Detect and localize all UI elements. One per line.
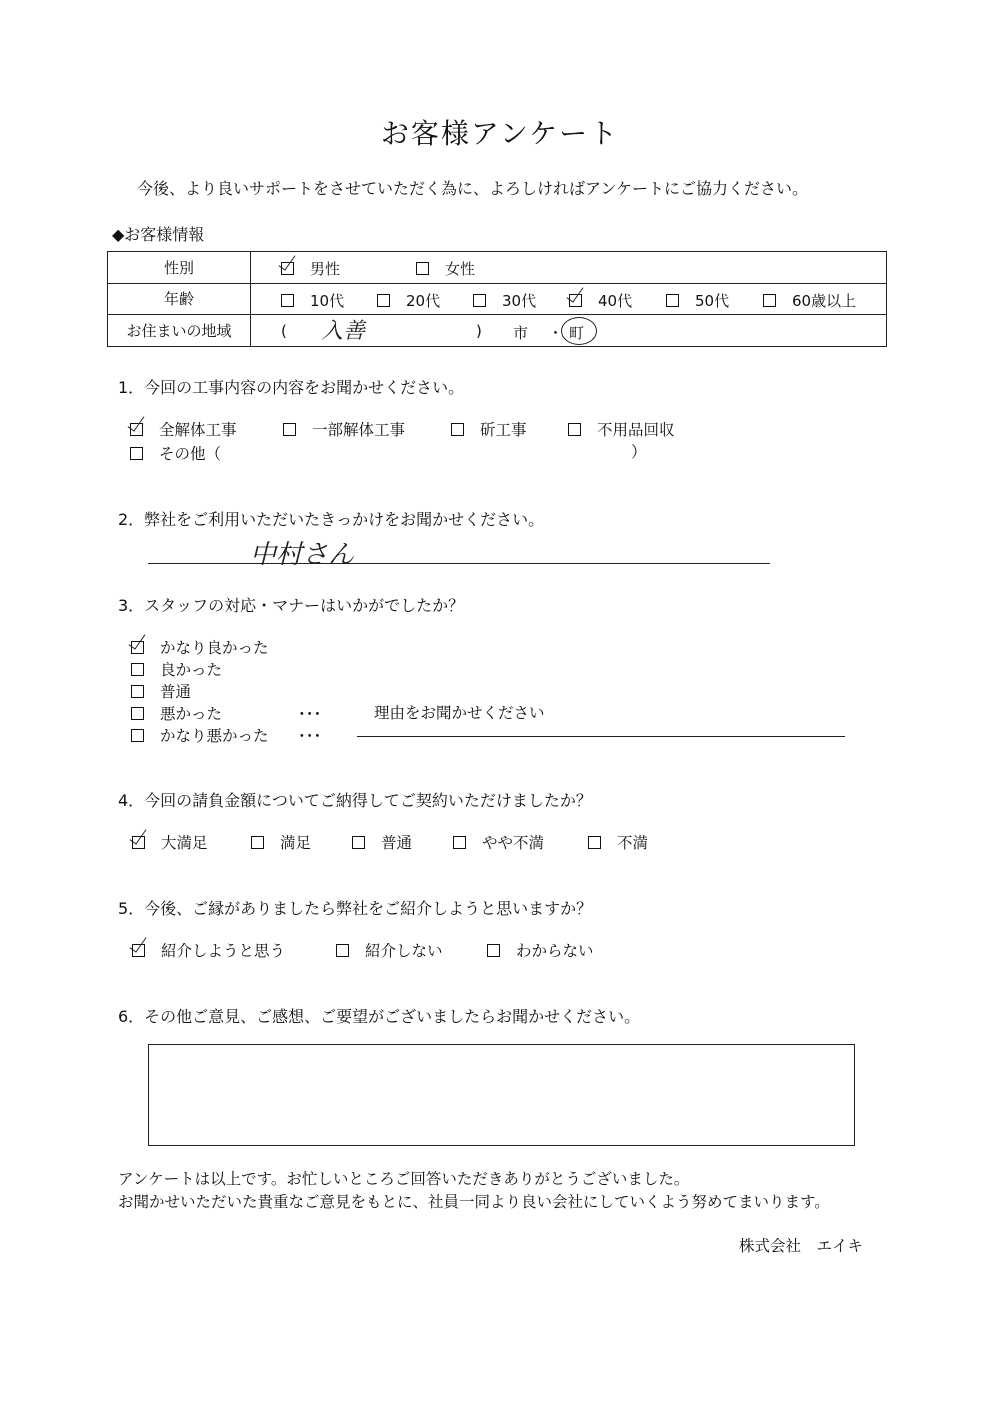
q1-option-partial-demolition[interactable]: 一部解体工事 (283, 418, 405, 440)
q3-dots-bad: ･･･ (298, 705, 322, 723)
age-option-60plus[interactable]: 60歳以上 (763, 290, 856, 311)
q4-question: 4．今回の請負金額についてご納得してご契約いただけましたか？ (118, 791, 592, 810)
q1-option-junk-removal[interactable]: 不用品回収 (568, 418, 675, 440)
region-close-paren: ) (476, 321, 482, 340)
q3-reason-line[interactable] (357, 736, 845, 737)
checkbox-icon[interactable] (251, 836, 264, 849)
q2-answer-line (148, 563, 770, 564)
q5-question: 5．今後、ご縁がありましたら弊社をご紹介しようと思いますか？ (118, 899, 593, 918)
q4-option-very-satisfied[interactable]: 大満足 (132, 831, 208, 853)
checkbox-icon[interactable] (377, 294, 390, 307)
checkbox-checked-icon[interactable] (281, 262, 294, 275)
region-handwritten-value[interactable]: 入善 (321, 318, 366, 344)
age-option-20s[interactable]: 20代 (377, 290, 440, 311)
region-town-option[interactable]: 町 (569, 323, 585, 342)
q2-question: 2．弊社をご利用いただいたきっかけをお聞かせください。 (118, 510, 545, 529)
q1-question: 1．今回の工事内容の内容をお聞かせください。 (118, 378, 465, 397)
checkbox-icon[interactable] (487, 944, 500, 957)
checkbox-icon[interactable] (131, 729, 144, 742)
checkbox-icon[interactable] (131, 663, 144, 676)
checkbox-icon[interactable] (283, 423, 296, 436)
q3-option-bad[interactable]: 悪かった (131, 702, 222, 724)
checkbox-icon[interactable] (416, 262, 429, 275)
q3-option-normal[interactable]: 普通 (131, 680, 191, 702)
checkbox-checked-icon[interactable] (132, 944, 145, 957)
checkbox-icon[interactable] (336, 944, 349, 957)
q3-reason-label: 理由をお聞かせください (374, 704, 545, 722)
checkbox-icon[interactable] (131, 707, 144, 720)
checkbox-icon[interactable] (473, 294, 486, 307)
checkbox-icon[interactable] (763, 294, 776, 307)
q3-option-very-good[interactable]: かなり良かった (131, 636, 269, 658)
q3-option-good[interactable]: 良かった (131, 658, 222, 680)
footer-thanks: アンケートは以上です。お忙しいところご回答いただきありがとうございました。 (118, 1170, 690, 1188)
q5-option-will-not-recommend[interactable]: 紹介しない (336, 939, 443, 961)
checkbox-checked-icon[interactable] (569, 294, 582, 307)
q3-question: 3．スタッフの対応・マナーはいかがでしたか？ (118, 596, 465, 615)
customer-info-heading: ◆お客様情報 (112, 225, 205, 244)
q6-question: 6．その他ご意見、ご感想、ご要望がございましたらお聞かせください。 (118, 1007, 641, 1026)
age-option-10s[interactable]: 10代 (281, 290, 344, 311)
checkbox-icon[interactable] (131, 685, 144, 698)
q3-dots-very-bad: ･･･ (298, 727, 322, 745)
q6-comment-box[interactable] (148, 1044, 855, 1146)
checkbox-icon[interactable] (453, 836, 466, 849)
footer-message: お聞かせいただいた貴重なご意見をもとに、社員一同より良い会社にしていくよう努めてまいります。 (118, 1193, 830, 1211)
region-label: お住まいの地域 (108, 315, 251, 347)
gender-option-male[interactable]: 男性 (281, 258, 340, 279)
age-option-50s[interactable]: 50代 (666, 290, 729, 311)
q1-option-chipping-work[interactable]: 斫工事 (451, 418, 527, 440)
checkbox-icon[interactable] (281, 294, 294, 307)
intro-text: 今後、より良いサポートをさせていただく為に、よろしければアンケートにご協力ください。 (137, 179, 809, 198)
region-city-option[interactable]: 市 (513, 323, 529, 342)
checkbox-icon[interactable] (666, 294, 679, 307)
q1-other-close-paren: ） (631, 443, 647, 461)
checkbox-icon[interactable] (451, 423, 464, 436)
age-option-40s[interactable]: 40代 (569, 290, 632, 311)
survey-title: お客様アンケート (380, 117, 620, 150)
q1-option-full-demolition[interactable]: 全解体工事 (130, 418, 237, 440)
checkbox-checked-icon[interactable] (131, 641, 144, 654)
q4-option-dissatisfied[interactable]: 不満 (588, 831, 648, 853)
checkbox-icon[interactable] (588, 836, 601, 849)
checkbox-icon[interactable] (130, 447, 143, 460)
checkbox-icon[interactable] (568, 423, 581, 436)
region-dot: ・ (548, 323, 564, 342)
checkbox-checked-icon[interactable] (132, 836, 145, 849)
region-open-paren: ( (281, 321, 287, 340)
age-label: 年齢 (108, 283, 251, 315)
q4-option-normal[interactable]: 普通 (352, 831, 412, 853)
customer-info-table (107, 251, 887, 347)
gender-label: 性別 (108, 252, 251, 284)
gender-option-female[interactable]: 女性 (416, 258, 475, 279)
company-name: 株式会社 エイキ (739, 1237, 864, 1255)
q5-option-unsure[interactable]: わからない (487, 939, 594, 961)
age-option-30s[interactable]: 30代 (473, 290, 536, 311)
checkbox-icon[interactable] (352, 836, 365, 849)
q3-option-very-bad[interactable]: かなり悪かった (131, 724, 269, 746)
q4-option-satisfied[interactable]: 満足 (251, 831, 311, 853)
q2-handwritten-answer[interactable]: 中村さん (250, 540, 355, 570)
checkbox-checked-icon[interactable] (130, 423, 143, 436)
selection-circle-icon (561, 317, 597, 345)
q5-option-will-recommend[interactable]: 紹介しようと思う (132, 939, 285, 961)
q1-option-other[interactable]: その他（ (130, 442, 221, 464)
q4-option-slightly-dissatisfied[interactable]: やや不満 (453, 831, 544, 853)
